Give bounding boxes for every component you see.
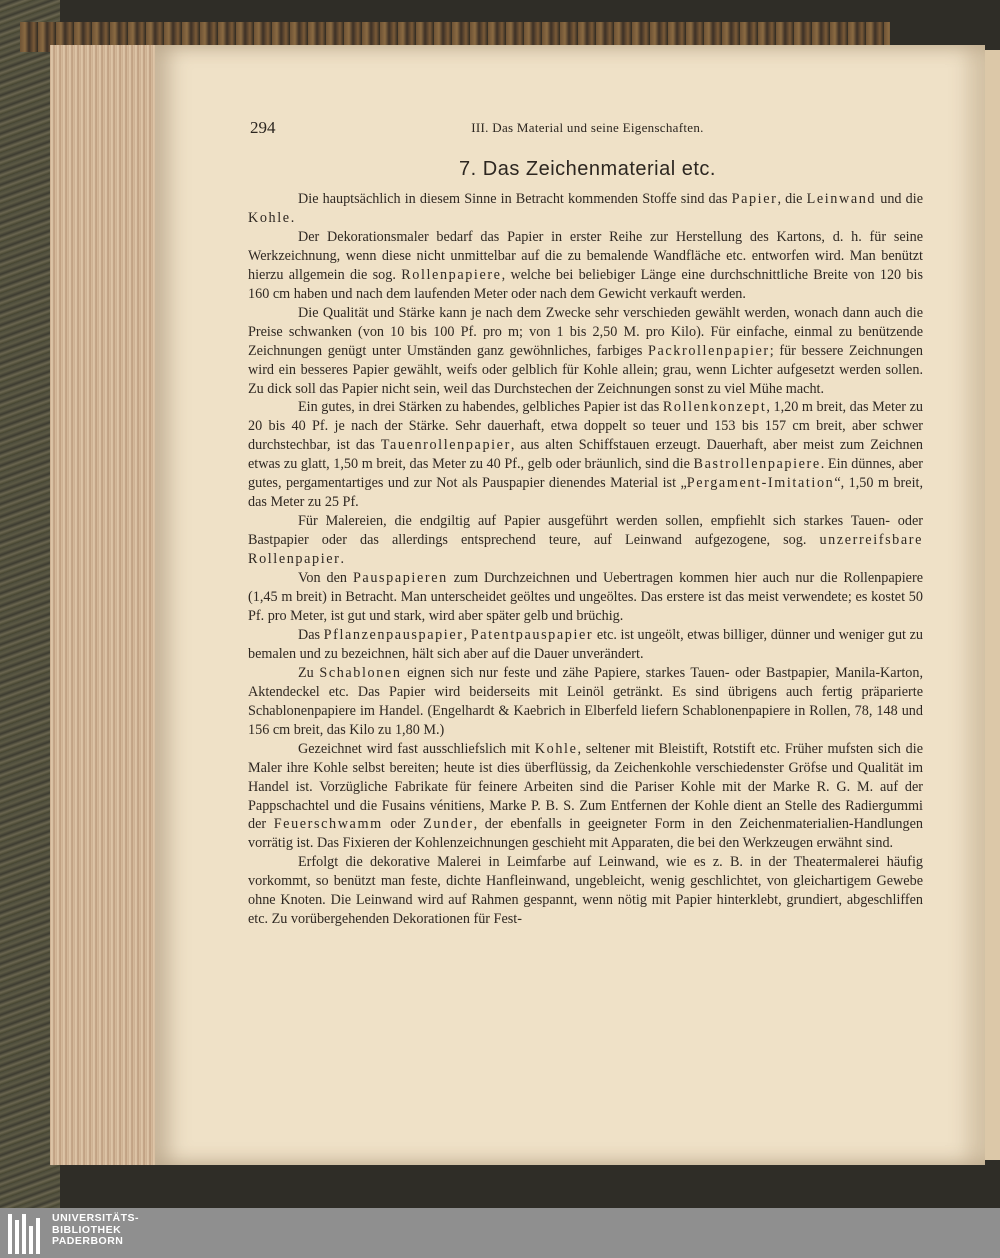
spaced-term: unzerreifsbare Rollenpapier xyxy=(248,532,923,568)
text-run: und die xyxy=(876,191,923,207)
text-run: zum Durchzeichnen und Uebertragen kommen hier auch nur die Rollenpapiere (1,45 m breit) in Betracht. Man unterscheidet geöltes und ungeöltes. Das erstere ist das meist verwendete; es kostet 50 Pf. pro Meter, ist gut und stark, wird aber später gelb und brüchig. xyxy=(248,570,923,624)
spaced-term: Patentpauspapier xyxy=(470,626,594,643)
text-run: , 1,20 m breit, das Meter zu 20 bis 40 Pf. je nach der Stärke. Sehr dauerhaft, etwa doppelt so teuer und 153 bis 157 cm breit, aber schwer durchstechbar, ist das xyxy=(248,399,923,454)
text-run: ; für bessere Zeichnungen wird ein besseres Papier gewählt, weifs oder gelblich für Kohle allein; grau, wenn Lichter aufgesetzt werden sollen. Zu dick soll das Papier nicht sein, weil das Durchstechen der Zeichnungen sonst zu viel Mühe macht. xyxy=(248,342,923,397)
paragraph xyxy=(248,853,923,929)
page-header xyxy=(250,118,925,140)
text-run: oder xyxy=(382,816,424,833)
spaced-term: Packrollenpapier xyxy=(648,342,770,359)
text-run: Die hauptsächlich in diesem Sinne in Betracht kommenden Stoffe sind das xyxy=(298,191,732,207)
spaced-term: Rollenpapiere xyxy=(401,266,502,283)
library-logo-text xyxy=(52,1213,139,1248)
text-run: , aus alten Schiffstauen erzeugt. Dauerhaft, aber meist zum Zeichnen etwas zu glatt, 1,50 m breit, das Meter zu 40 Pf., gelb oder bräunlich, sind die xyxy=(248,437,923,473)
text-run: Von den xyxy=(298,570,353,587)
text-run: . xyxy=(290,209,295,226)
logo-line: UNIVERSITÄTS- xyxy=(52,1212,140,1224)
spaced-term: Zunder xyxy=(423,816,474,833)
body-text xyxy=(248,190,923,929)
running-title: III. Das Material und seine Eigenschaften. xyxy=(471,120,704,135)
text-run: Ein gutes, in drei Stärken zu habendes, gelbliches Papier ist das xyxy=(298,399,663,416)
spaced-term: Schablonen xyxy=(319,664,402,681)
spaced-term: Pflanzenpauspapier xyxy=(323,626,464,643)
text-run: Die Qualität und Stärke kann je nach dem Zwecke sehr verschieden gewählt werden, wonach dann auch die Preise schwanken (von 10 bis 100 Pf. pro m; von 1 bis 2,50 M. pro Kilo). Für einfache, einmal zu benützende Zeichnungen genügt unter Umständen ganz gewöhnliches, farbiges xyxy=(248,304,923,359)
paragraph xyxy=(248,228,923,304)
text-run: Das xyxy=(298,626,324,643)
spaced-term: Papier xyxy=(731,191,778,207)
logo-line: PADERBORN xyxy=(52,1235,124,1247)
spaced-term: Pergament-Imitation xyxy=(686,475,835,492)
library-logo-icon xyxy=(8,1214,46,1254)
text-run: , xyxy=(463,626,471,643)
paragraph xyxy=(248,569,923,626)
text-run: . Ein dünnes, aber gutes, pergamentartiges und zur Not als Pauspapier dienendes Material ist „ xyxy=(248,456,924,492)
text-run: Erfolgt die dekorative Malerei in Leimfarbe auf Leinwand, wie es z. B. in der Theatermalerei häufig vorkommt, so benützt man feste, dichte Hanfleinwand, ungebleicht, wenig geschlichtet, von gleichartigem Gewebe ohne Knoten. Die Leinwand wird auf Rahmen gespannt, wenn nötig mit Papier hinterklebt, grundiert, abgeschliffen etc. Zu vorübergehenden Dekorationen für Fest- xyxy=(248,854,923,928)
logo-line: BIBLIOTHEK xyxy=(52,1223,122,1236)
page-number: 294 xyxy=(250,118,276,137)
paragraph xyxy=(248,190,923,228)
text-run: Für Malereien, die endgiltig auf Papier ausgeführt werden sollen, empfiehlt sich starkes Tauen- oder Bastpapier oder das allerdings entsprechend teure, auf Leinwand aufgezogene, sog. xyxy=(248,513,923,549)
section-title: 7. Das Zeichenmaterial etc. xyxy=(459,158,716,180)
spaced-term: Rollenkonzept xyxy=(662,399,767,416)
paragraph xyxy=(248,512,923,569)
text-run: , seltener mit Bleistift, Rotstift etc. Früher mufsten sich die Maler ihre Kohle selbst bereiten; heute ist dies überflüssig, da Zeichenkohle verschiedenster Gröfse und Qualität im Handel ist. Vorzügliche Fabrikate für feinere Arbeiten sind die Pariser Kohle mit der Marke R. G. M. auf der Pappschachtel und die Fusains vénitiens, Marke P. B. S. Zum Entfernen der Kohle dient an Stelle des Radiergummi der xyxy=(248,740,923,833)
text-run: , der ebenfalls in geeigneter Form in den Zeichenmaterialien-Handlungen vorrätig ist. Das Fixieren der Kohlenzeichnungen geschieht mit Apparaten, die bei den Werkzeugen erwähnt sind. xyxy=(248,816,923,852)
paragraph xyxy=(248,740,923,854)
text-run: Gezeichnet wird fast ausschliefslich mit xyxy=(298,740,535,757)
paragraph xyxy=(248,304,923,399)
text-run: Der Dekorationsmaler bedarf das Papier in erster Reihe zur Herstellung des Kartons, d. h. für seine Werkzeichnung, wenn diese nicht unmittelbar auf die zu bemalende Wandfläche etc. entworfen wird. Man benützt hierzu allgemein die sog. xyxy=(248,228,923,283)
text-run: , welche bei beliebiger Länge eine durchschnittliche Breite von 120 bis 160 cm haben und nach dem laufenden Meter oder nach dem Gewicht verkauft werden. xyxy=(248,266,923,302)
page-stack-edges xyxy=(50,45,160,1165)
spaced-term: Kohle xyxy=(534,740,578,757)
paragraph xyxy=(248,398,923,512)
spaced-term: Bastrollenpapiere xyxy=(693,456,821,473)
text-run: eignen sich nur feste und zähe Papiere, starkes Tauen- oder Bastpapier, Manila-Karton, Aktendeckel etc. Das Papier wird beiderseits mit Leinöl getränkt. Es sind übrigens auch fertig präparierte Schablonenpapiere im Handel. (Engelhardt & Kaebrich in Elberfeld liefern Schablonenpapiere in Rollen, 78, 148 und 156 cm breit, das Kilo zu 1,80 M.) xyxy=(248,664,923,738)
text-run: . xyxy=(340,551,345,568)
spaced-term: Leinwand xyxy=(806,191,877,207)
spaced-term: Kohle xyxy=(248,209,291,226)
paragraph xyxy=(248,626,923,664)
text-run: “, 1,50 m breit, das Meter zu 25 Pf. xyxy=(248,475,923,511)
spaced-term: Tauenrollenpapier xyxy=(380,437,511,454)
paragraph xyxy=(248,664,923,740)
text-run: etc. ist ungeölt, etwas billiger, dünner und weniger gut zu bemalen und zu bezeichnen, hält sich aber auf die Dauer unverändert. xyxy=(248,626,923,662)
spaced-term: Feuerschwamm xyxy=(273,816,383,833)
spaced-term: Pauspapieren xyxy=(352,570,448,587)
text-run: Zu xyxy=(298,664,320,681)
text-run: , die xyxy=(777,191,807,207)
library-footer-bar xyxy=(0,1208,1000,1258)
